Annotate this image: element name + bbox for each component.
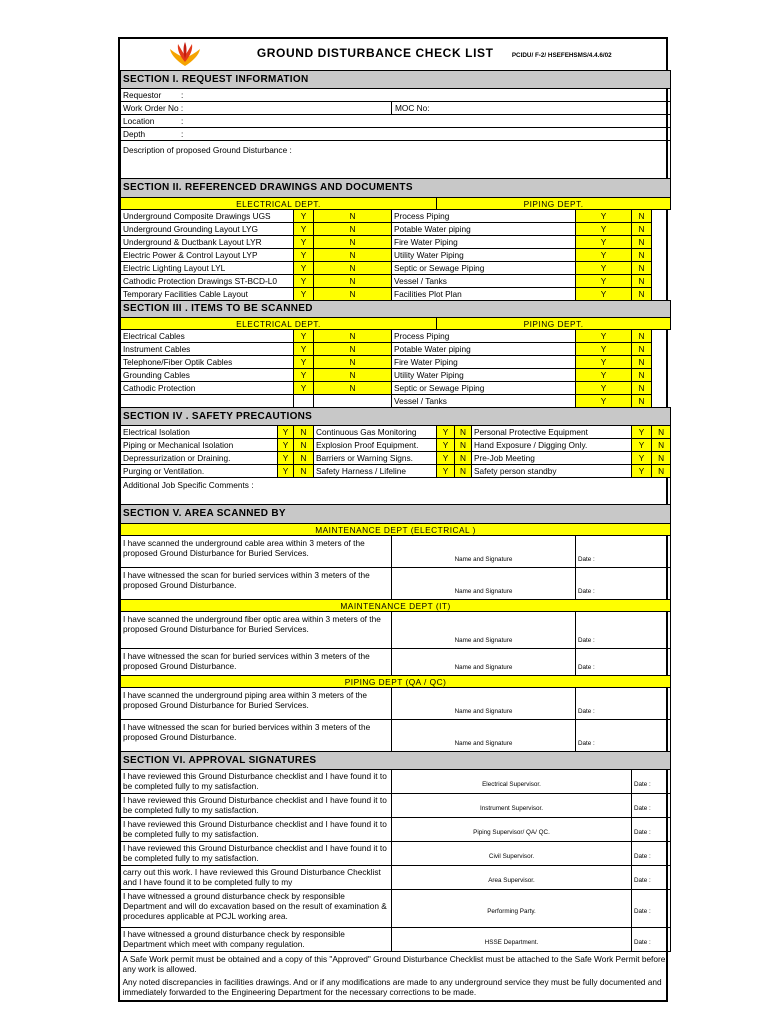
scan-sign-row bbox=[121, 649, 671, 676]
dept-row bbox=[121, 524, 671, 536]
yes-box[interactable]: Y bbox=[576, 288, 632, 301]
no-box[interactable]: N bbox=[632, 382, 652, 395]
no-box[interactable]: N bbox=[314, 369, 392, 382]
piping-drawing-item: Facilities Plot Plan bbox=[392, 288, 576, 301]
yes-box[interactable]: Y bbox=[576, 395, 632, 408]
scan-statement: I have scanned the underground piping area within 3 meters of the proposed Ground Disturbance for Buried Services. bbox=[121, 688, 392, 720]
moc-field[interactable]: MOC No: bbox=[392, 102, 671, 115]
yes-box[interactable]: Y bbox=[294, 223, 314, 236]
piping-scan-item: Potable Water piping bbox=[392, 343, 576, 356]
no-box[interactable]: N bbox=[294, 452, 314, 465]
electrical-dept-header: ELECTRICAL DEPT. bbox=[121, 198, 437, 210]
approval-date-field[interactable]: Date : bbox=[632, 842, 671, 866]
scan-sign-row bbox=[121, 720, 671, 752]
section-3-title: SECTION III . ITEMS TO BE SCANNED bbox=[121, 301, 671, 318]
yes-box[interactable]: Y bbox=[294, 275, 314, 288]
depth-label: Depth bbox=[123, 129, 146, 139]
note-row bbox=[121, 952, 671, 975]
page-title: GROUND DISTURBANCE CHECK LIST bbox=[256, 45, 494, 60]
piping-scan-item: Process Piping bbox=[392, 330, 576, 343]
approver-signature-field[interactable]: Performing Party. bbox=[392, 890, 632, 928]
name-signature-field[interactable]: Name and Signature bbox=[392, 536, 576, 568]
empty-cell bbox=[314, 395, 392, 408]
no-box[interactable]: N bbox=[632, 210, 652, 223]
colon: : bbox=[181, 129, 184, 139]
no-box[interactable]: N bbox=[455, 465, 472, 478]
no-box[interactable]: N bbox=[632, 343, 652, 356]
no-box[interactable]: N bbox=[632, 369, 652, 382]
requestor-row bbox=[121, 89, 671, 102]
approval-date-field[interactable]: Date : bbox=[632, 866, 671, 890]
comments-row bbox=[121, 478, 671, 505]
no-box[interactable]: N bbox=[455, 452, 472, 465]
form-header bbox=[121, 39, 671, 71]
precaution-row bbox=[121, 465, 671, 478]
approval-date-field[interactable]: Date : bbox=[632, 890, 671, 928]
precaution-item: Personal Protective Equipment bbox=[472, 426, 632, 439]
form-table bbox=[120, 39, 671, 1000]
drawing-row bbox=[121, 288, 671, 301]
work-order-row bbox=[121, 102, 671, 115]
no-box[interactable]: N bbox=[314, 288, 392, 301]
scan-statement: I have witnessed the scan for buried services within 3 meters of the proposed Ground Disturbance. bbox=[121, 568, 392, 600]
section-5-title: SECTION V. AREA SCANNED BY bbox=[121, 505, 671, 524]
colon: : bbox=[181, 116, 184, 126]
date-field[interactable]: Date : bbox=[576, 536, 671, 568]
yes-box[interactable]: Y bbox=[576, 236, 632, 249]
electrical-scan-item bbox=[121, 395, 294, 408]
no-box[interactable]: N bbox=[314, 236, 392, 249]
electrical-drawing-item: Underground Composite Drawings UGS bbox=[121, 210, 294, 223]
no-box[interactable]: N bbox=[652, 439, 671, 452]
dept-row bbox=[121, 600, 671, 612]
comments-field[interactable]: Additional Job Specific Comments : bbox=[121, 478, 671, 505]
no-box[interactable]: N bbox=[314, 343, 392, 356]
electrical-drawing-item: Underground Grounding Layout LYG bbox=[121, 223, 294, 236]
section-1-title: SECTION I. REQUEST INFORMATION bbox=[121, 71, 671, 89]
electrical-drawing-item: Underground & Ductbank Layout LYR bbox=[121, 236, 294, 249]
electrical-scan-item: Electrical Cables bbox=[121, 330, 294, 343]
location-label: Location bbox=[123, 116, 155, 126]
approval-statement: I have reviewed this Ground Disturbance checklist and I have found it to be completed fully to my satisfaction. bbox=[121, 770, 392, 794]
precaution-item: Explosion Proof Equipment. bbox=[314, 439, 437, 452]
precaution-item: Depressurization or Draining. bbox=[121, 452, 278, 465]
scan-sign-row bbox=[121, 688, 671, 720]
no-box[interactable]: N bbox=[632, 288, 652, 301]
electrical-scan-item: Instrument Cables bbox=[121, 343, 294, 356]
name-signature-field[interactable]: Name and Signature bbox=[392, 649, 576, 676]
no-box[interactable]: N bbox=[632, 262, 652, 275]
note-row bbox=[121, 974, 671, 1000]
name-signature-field[interactable]: Name and Signature bbox=[392, 720, 576, 752]
approver-signature-field[interactable]: Instrument Supervisor. bbox=[392, 794, 632, 818]
electrical-drawing-item: Temporary Facilities Cable Layout bbox=[121, 288, 294, 301]
yes-box[interactable]: Y bbox=[632, 426, 652, 439]
no-box[interactable]: N bbox=[294, 439, 314, 452]
section-header bbox=[121, 752, 671, 770]
no-box[interactable]: N bbox=[455, 439, 472, 452]
yes-box[interactable]: Y bbox=[294, 236, 314, 249]
no-box[interactable]: N bbox=[632, 249, 652, 262]
scan-item-row bbox=[121, 382, 671, 395]
approver-signature-field[interactable]: Civil Supervisor. bbox=[392, 842, 632, 866]
approval-row bbox=[121, 770, 671, 794]
work-order-field[interactable]: Work Order No : bbox=[121, 102, 392, 115]
yes-box[interactable]: Y bbox=[576, 210, 632, 223]
scan-statement: I have witnessed the scan for buried bervices within 3 meters of the proposed Ground Disturbance. bbox=[121, 720, 392, 752]
date-field[interactable]: Date : bbox=[576, 649, 671, 676]
drawing-row bbox=[121, 210, 671, 223]
precaution-row bbox=[121, 452, 671, 465]
no-box[interactable]: N bbox=[632, 275, 652, 288]
yes-box[interactable]: Y bbox=[294, 210, 314, 223]
section-header bbox=[121, 408, 671, 426]
precaution-item: Electrical Isolation bbox=[121, 426, 278, 439]
electrical-drawing-item: Electric Lighting Layout LYL bbox=[121, 262, 294, 275]
piping-scan-item: Septic or Sewage Piping bbox=[392, 382, 576, 395]
description-row bbox=[121, 141, 671, 179]
no-box[interactable]: N bbox=[314, 249, 392, 262]
scanner-dept-header: MAINTENANCE DEPT (IT) bbox=[121, 600, 671, 612]
yes-box[interactable]: Y bbox=[576, 369, 632, 382]
yes-box[interactable]: Y bbox=[576, 223, 632, 236]
drawing-row bbox=[121, 275, 671, 288]
scan-statement: I have scanned the underground cable area within 3 meters of the proposed Ground Disturbance for Buried Services. bbox=[121, 536, 392, 568]
approval-row bbox=[121, 842, 671, 866]
approval-row bbox=[121, 928, 671, 952]
date-field[interactable]: Date : bbox=[576, 612, 671, 649]
drawing-row bbox=[121, 236, 671, 249]
approval-statement: carry out this work. I have reviewed this Ground Disturbance Checklist and I have found it to be completed fully to my bbox=[121, 866, 392, 890]
no-box[interactable]: N bbox=[294, 465, 314, 478]
piping-drawing-item: Potable Water piping bbox=[392, 223, 576, 236]
discrepancy-note: Any noted discrepancies in facilities drawings. And or if any modifications are made to any underground service they must be fully documented and immediately forwarded to the Engineering Department for the necessary corrections to be made. bbox=[122, 977, 662, 997]
no-box[interactable]: N bbox=[652, 426, 671, 439]
scan-item-row bbox=[121, 356, 671, 369]
section-6-title: SECTION VI. APPROVAL SIGNATURES bbox=[121, 752, 671, 770]
approval-row bbox=[121, 866, 671, 890]
yes-box[interactable]: Y bbox=[576, 249, 632, 262]
precaution-item: Piping or Mechanical Isolation bbox=[121, 439, 278, 452]
drawing-row bbox=[121, 262, 671, 275]
yes-box[interactable]: Y bbox=[278, 452, 294, 465]
no-box[interactable]: N bbox=[314, 356, 392, 369]
electrical-drawing-item: Cathodic Protection Drawings ST-BCD-L0 bbox=[121, 275, 294, 288]
no-box[interactable]: N bbox=[314, 275, 392, 288]
piping-drawing-item: Septic or Sewage Piping bbox=[392, 262, 576, 275]
yes-box[interactable]: Y bbox=[294, 330, 314, 343]
approval-date-field[interactable]: Date : bbox=[632, 794, 671, 818]
no-box[interactable]: N bbox=[632, 236, 652, 249]
piping-scan-item: Vessel / Tanks bbox=[392, 395, 576, 408]
description-field[interactable]: Description of proposed Ground Disturbance : bbox=[121, 141, 671, 179]
no-box[interactable]: N bbox=[314, 223, 392, 236]
yes-box[interactable]: Y bbox=[576, 343, 632, 356]
yes-box[interactable]: Y bbox=[294, 369, 314, 382]
approval-row bbox=[121, 890, 671, 928]
scanner-dept-header: PIPING DEPT (QA / QC) bbox=[121, 676, 671, 688]
section-header bbox=[121, 301, 671, 318]
approval-row bbox=[121, 818, 671, 842]
yes-box[interactable]: Y bbox=[294, 382, 314, 395]
section-header bbox=[121, 71, 671, 89]
scan-item-row bbox=[121, 369, 671, 382]
yes-box[interactable]: Y bbox=[632, 452, 652, 465]
yes-box[interactable]: Y bbox=[632, 439, 652, 452]
date-field[interactable]: Date : bbox=[576, 720, 671, 752]
no-box[interactable]: N bbox=[632, 356, 652, 369]
scan-statement: I have witnessed the scan for buried services within 3 meters of the proposed Ground Disturbance. bbox=[121, 649, 392, 676]
electrical-dept-header: ELECTRICAL DEPT. bbox=[121, 318, 437, 330]
yes-box[interactable]: Y bbox=[576, 275, 632, 288]
requestor-field[interactable] bbox=[121, 89, 671, 102]
date-field[interactable]: Date : bbox=[576, 568, 671, 600]
section-header bbox=[121, 505, 671, 524]
drawing-row bbox=[121, 223, 671, 236]
approval-date-field[interactable]: Date : bbox=[632, 770, 671, 794]
no-box[interactable]: N bbox=[314, 382, 392, 395]
no-box[interactable]: N bbox=[294, 426, 314, 439]
approval-row bbox=[121, 794, 671, 818]
approval-statement: I have reviewed this Ground Disturbance checklist and I have found it to be completed fully to my satisfaction. bbox=[121, 842, 392, 866]
approver-signature-field[interactable]: HSSE Department. bbox=[392, 928, 632, 952]
precaution-item: Continuous Gas Monitoring bbox=[314, 426, 437, 439]
precaution-item: Pre-Job Meeting bbox=[472, 452, 632, 465]
yes-box[interactable]: Y bbox=[437, 439, 455, 452]
drawing-row bbox=[121, 249, 671, 262]
approval-date-field[interactable]: Date : bbox=[632, 928, 671, 952]
electrical-scan-item: Telephone/Fiber Optik Cables bbox=[121, 356, 294, 369]
depth-field[interactable] bbox=[121, 128, 671, 141]
electrical-scan-item: Cathodic Protection bbox=[121, 382, 294, 395]
piping-drawing-item: Fire Water Piping bbox=[392, 236, 576, 249]
scan-sign-row bbox=[121, 568, 671, 600]
dept-row bbox=[121, 676, 671, 688]
yes-box[interactable]: Y bbox=[278, 439, 294, 452]
no-box[interactable]: N bbox=[314, 330, 392, 343]
approver-signature-field[interactable]: Piping Supervisor/ QA/ QC. bbox=[392, 818, 632, 842]
approval-statement: I have witnessed a ground disturbance check by responsible Department which meet with company regulation. bbox=[121, 928, 392, 952]
approver-signature-field[interactable]: Area Supervisor. bbox=[392, 866, 632, 890]
company-logo bbox=[167, 41, 203, 69]
piping-dept-header: PIPING DEPT. bbox=[437, 198, 671, 210]
location-field[interactable] bbox=[121, 115, 671, 128]
no-box[interactable]: N bbox=[455, 426, 472, 439]
section-header bbox=[121, 179, 671, 198]
safe-work-permit-note: A Safe Work permit must be obtained and a copy of this "Approved" Ground Disturbance Checklist must be attached to the Safe Work Permit before any work is allowed. bbox=[122, 954, 666, 974]
section-4-title: SECTION IV . SAFETY PRECAUTIONS bbox=[121, 408, 671, 426]
yes-box[interactable]: Y bbox=[294, 356, 314, 369]
no-box[interactable]: N bbox=[632, 395, 652, 408]
yes-box[interactable]: Y bbox=[437, 465, 455, 478]
no-box[interactable]: N bbox=[632, 330, 652, 343]
precaution-item: Safety person standby bbox=[472, 465, 632, 478]
electrical-drawing-item: Electric Power & Control Layout LYP bbox=[121, 249, 294, 262]
doc-code: PCIDU/ F-2/ HSEFEHSMS/4.4.6/02 bbox=[511, 51, 612, 59]
piping-drawing-item: Utility Water Piping bbox=[392, 249, 576, 262]
name-signature-field[interactable]: Name and Signature bbox=[392, 612, 576, 649]
no-box[interactable]: N bbox=[632, 223, 652, 236]
empty-cell bbox=[294, 395, 314, 408]
scan-item-row bbox=[121, 395, 671, 408]
piping-drawing-item: Process Piping bbox=[392, 210, 576, 223]
approval-statement: I have reviewed this Ground Disturbance checklist and I have found it to be completed fully to my satisfaction. bbox=[121, 818, 392, 842]
depth-row bbox=[121, 128, 671, 141]
yes-box[interactable]: Y bbox=[437, 426, 455, 439]
yes-box[interactable]: Y bbox=[437, 452, 455, 465]
yes-box[interactable]: Y bbox=[632, 465, 652, 478]
piping-drawing-item: Vessel / Tanks bbox=[392, 275, 576, 288]
yes-box[interactable]: Y bbox=[294, 288, 314, 301]
dept-row bbox=[121, 198, 671, 210]
electrical-scan-item: Grounding Cables bbox=[121, 369, 294, 382]
piping-scan-item: Fire Water Piping bbox=[392, 356, 576, 369]
colon: : bbox=[181, 90, 184, 100]
name-signature-field[interactable]: Name and Signature bbox=[392, 688, 576, 720]
approval-statement: I have witnessed a ground disturbance check by responsible Department and will do excavation based on the result of examination & procedures applicable at PCJL working area. bbox=[121, 890, 392, 928]
no-box[interactable]: N bbox=[314, 210, 392, 223]
no-box[interactable]: N bbox=[652, 452, 671, 465]
piping-scan-item: Utility Water Piping bbox=[392, 369, 576, 382]
scan-item-row bbox=[121, 330, 671, 343]
section-2-title: SECTION II. REFERENCED DRAWINGS AND DOCUMENTS bbox=[121, 179, 671, 198]
scan-sign-row bbox=[121, 536, 671, 568]
no-box[interactable]: N bbox=[652, 465, 671, 478]
date-field[interactable]: Date : bbox=[576, 688, 671, 720]
dept-row bbox=[121, 318, 671, 330]
piping-dept-header: PIPING DEPT. bbox=[437, 318, 671, 330]
approval-date-field[interactable]: Date : bbox=[632, 818, 671, 842]
yes-box[interactable]: Y bbox=[294, 262, 314, 275]
location-row bbox=[121, 115, 671, 128]
scan-statement: I have scanned the underground fiber optic area within 3 meters of the proposed Ground Disturbance for Buried Services. bbox=[121, 612, 392, 649]
precaution-item: Barriers or Warning Signs. bbox=[314, 452, 437, 465]
requestor-label: Requestor bbox=[123, 90, 162, 100]
yes-box[interactable]: Y bbox=[278, 426, 294, 439]
yes-box[interactable]: Y bbox=[294, 343, 314, 356]
scan-item-row bbox=[121, 343, 671, 356]
scan-sign-row bbox=[121, 612, 671, 649]
yes-box[interactable]: Y bbox=[294, 249, 314, 262]
approval-statement: I have reviewed this Ground Disturbance checklist and I have found it to be completed fully to my satisfaction. bbox=[121, 794, 392, 818]
yes-box[interactable]: Y bbox=[576, 330, 632, 343]
checklist-form bbox=[118, 37, 668, 1002]
precaution-item: Safety Harness / Lifeline bbox=[314, 465, 437, 478]
scanner-dept-header: MAINTENANCE DEPT (ELECTRICAL ) bbox=[121, 524, 671, 536]
yes-box[interactable]: Y bbox=[278, 465, 294, 478]
yes-box[interactable]: Y bbox=[576, 382, 632, 395]
precaution-item: Purging or Ventilation. bbox=[121, 465, 278, 478]
name-signature-field[interactable]: Name and Signature bbox=[392, 568, 576, 600]
precaution-item: Hand Exposure / Digging Only. bbox=[472, 439, 632, 452]
precaution-row bbox=[121, 439, 671, 452]
precaution-row bbox=[121, 426, 671, 439]
no-box[interactable]: N bbox=[314, 262, 392, 275]
yes-box[interactable]: Y bbox=[576, 356, 632, 369]
approver-signature-field[interactable]: Electrical Supervisor. bbox=[392, 770, 632, 794]
yes-box[interactable]: Y bbox=[576, 262, 632, 275]
